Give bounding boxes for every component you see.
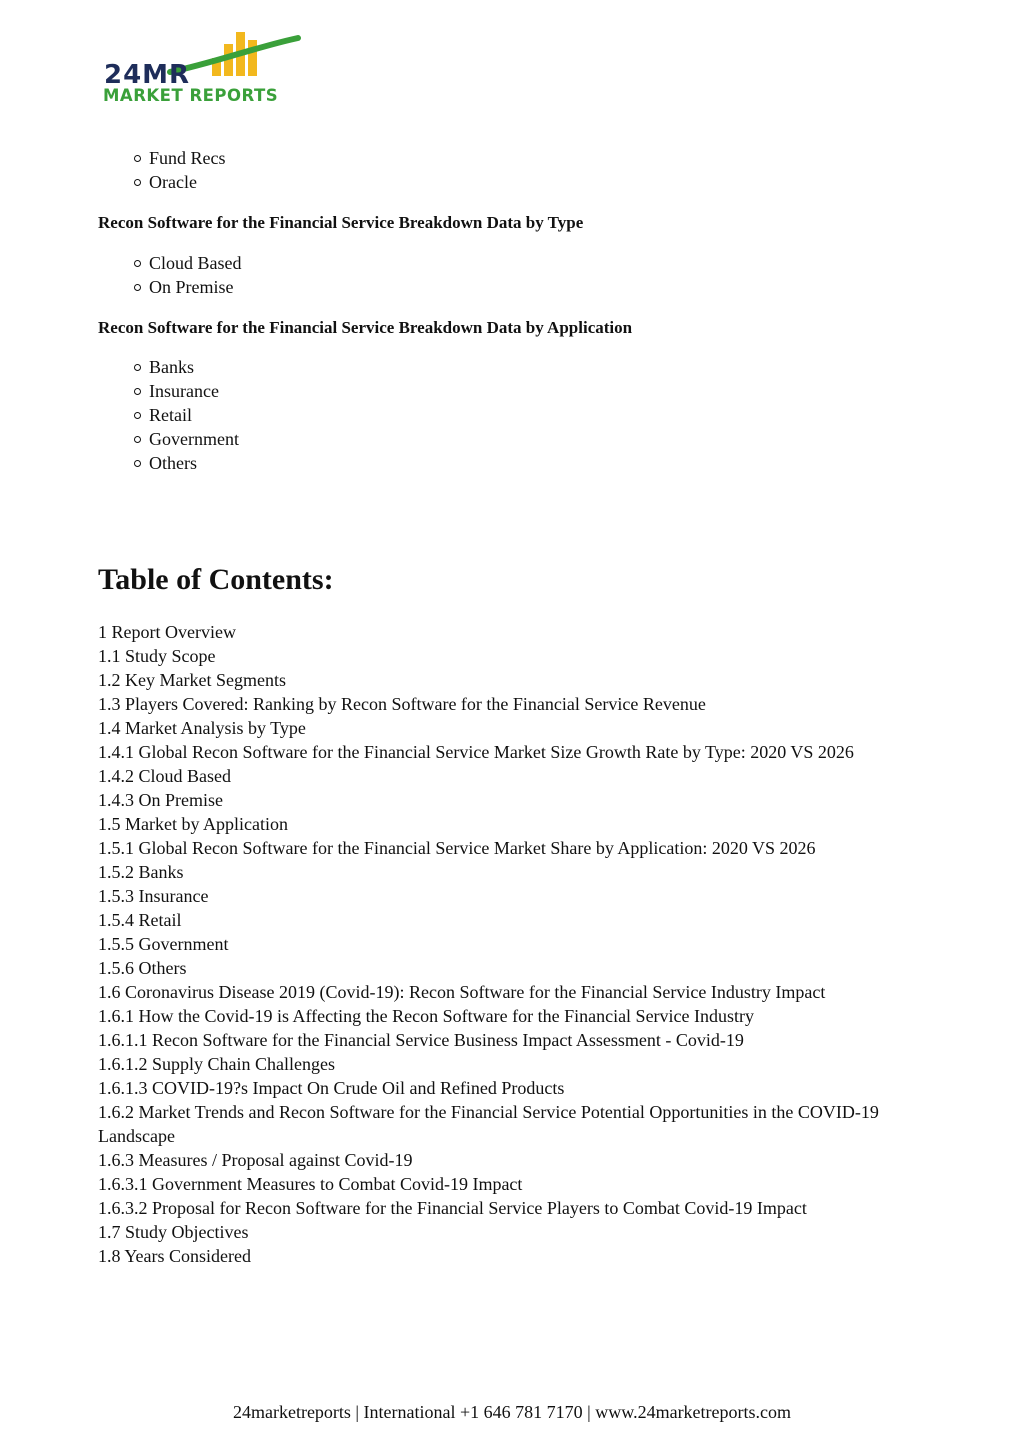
toc-entry: 1.4 Market Analysis by Type xyxy=(98,718,306,738)
toc-entry: 1.7 Study Objectives xyxy=(98,1222,249,1242)
toc-entry: 1.6.1.1 Recon Software for the Financial Service Business Impact Assessment - Covid-19 xyxy=(98,1030,744,1050)
type-list xyxy=(132,251,242,299)
table-of-contents xyxy=(98,620,938,1268)
list-item: Others xyxy=(132,451,239,475)
toc-entry: 1.2 Key Market Segments xyxy=(98,670,286,690)
toc-entry: 1.5.1 Global Recon Software for the Financial Service Market Share by Application: 2020 VS 2026 xyxy=(98,838,816,858)
toc-entry: 1.6 Coronavirus Disease 2019 (Covid-19): Recon Software for the Financial Service Industry Impact xyxy=(98,982,826,1002)
toc-entry: 1.4.1 Global Recon Software for the Financial Service Market Size Growth Rate by Type: 2020 VS 2026 xyxy=(98,742,854,762)
list-item: Banks xyxy=(132,355,239,379)
toc-title: Table of Contents: xyxy=(98,563,334,596)
toc-entry: 1.4.3 On Premise xyxy=(98,790,223,810)
toc-entry: 1.8 Years Considered xyxy=(98,1246,251,1266)
page-footer: 24marketreports | International +1 646 781 7170 | www.24marketreports.com xyxy=(232,1402,792,1422)
toc-entry: 1.5.5 Government xyxy=(98,934,229,954)
list-item: Government xyxy=(132,427,239,451)
type-section-heading: Recon Software for the Financial Service Breakdown Data by Type xyxy=(98,213,584,232)
list-item: Fund Recs xyxy=(132,146,226,170)
toc-entry: Landscape xyxy=(98,1126,175,1146)
list-item: Cloud Based xyxy=(132,251,242,275)
list-item: Retail xyxy=(132,403,239,427)
toc-entry: 1.6.1 How the Covid-19 is Affecting the Recon Software for the Financial Service Industry xyxy=(98,1006,755,1026)
toc-entry: 1.6.3.1 Government Measures to Combat Covid-19 Impact xyxy=(98,1174,523,1194)
logo xyxy=(100,28,305,108)
list-item: Oracle xyxy=(132,170,226,194)
logo-text-primary: 24MR xyxy=(104,60,191,90)
toc-entry: 1.6.3.2 Proposal for Recon Software for the Financial Service Players to Combat Covid-19 Impact xyxy=(98,1198,807,1218)
toc-entry: 1.6.3 Measures / Proposal against Covid-19 xyxy=(98,1150,413,1170)
toc-entry: 1.6.1.3 COVID-19?s Impact On Crude Oil and Refined Products xyxy=(98,1078,565,1098)
toc-entry: 1.6.1.2 Supply Chain Challenges xyxy=(98,1054,335,1074)
toc-entry: 1.5.3 Insurance xyxy=(98,886,209,906)
toc-entry: 1 Report Overview xyxy=(98,622,236,642)
toc-entry: 1.5 Market by Application xyxy=(98,814,288,834)
list-item: Insurance xyxy=(132,379,239,403)
logo-text-secondary: MARKET REPORTS xyxy=(103,86,279,105)
toc-entry: 1.5.2 Banks xyxy=(98,862,184,882)
players-list xyxy=(132,146,226,194)
toc-entry: 1.3 Players Covered: Ranking by Recon Software for the Financial Service Revenue xyxy=(98,694,706,714)
toc-entry: 1.4.2 Cloud Based xyxy=(98,766,231,786)
toc-entry: 1.5.6 Others xyxy=(98,958,187,978)
toc-entry: 1.5.4 Retail xyxy=(98,910,182,930)
application-list xyxy=(132,355,239,475)
toc-entry: 1.1 Study Scope xyxy=(98,646,216,666)
toc-entry: 1.6.2 Market Trends and Recon Software for the Financial Service Potential Opportunities in the COVID-19 xyxy=(98,1102,879,1122)
list-item: On Premise xyxy=(132,275,242,299)
application-section-heading: Recon Software for the Financial Service Breakdown Data by Application xyxy=(98,318,633,337)
